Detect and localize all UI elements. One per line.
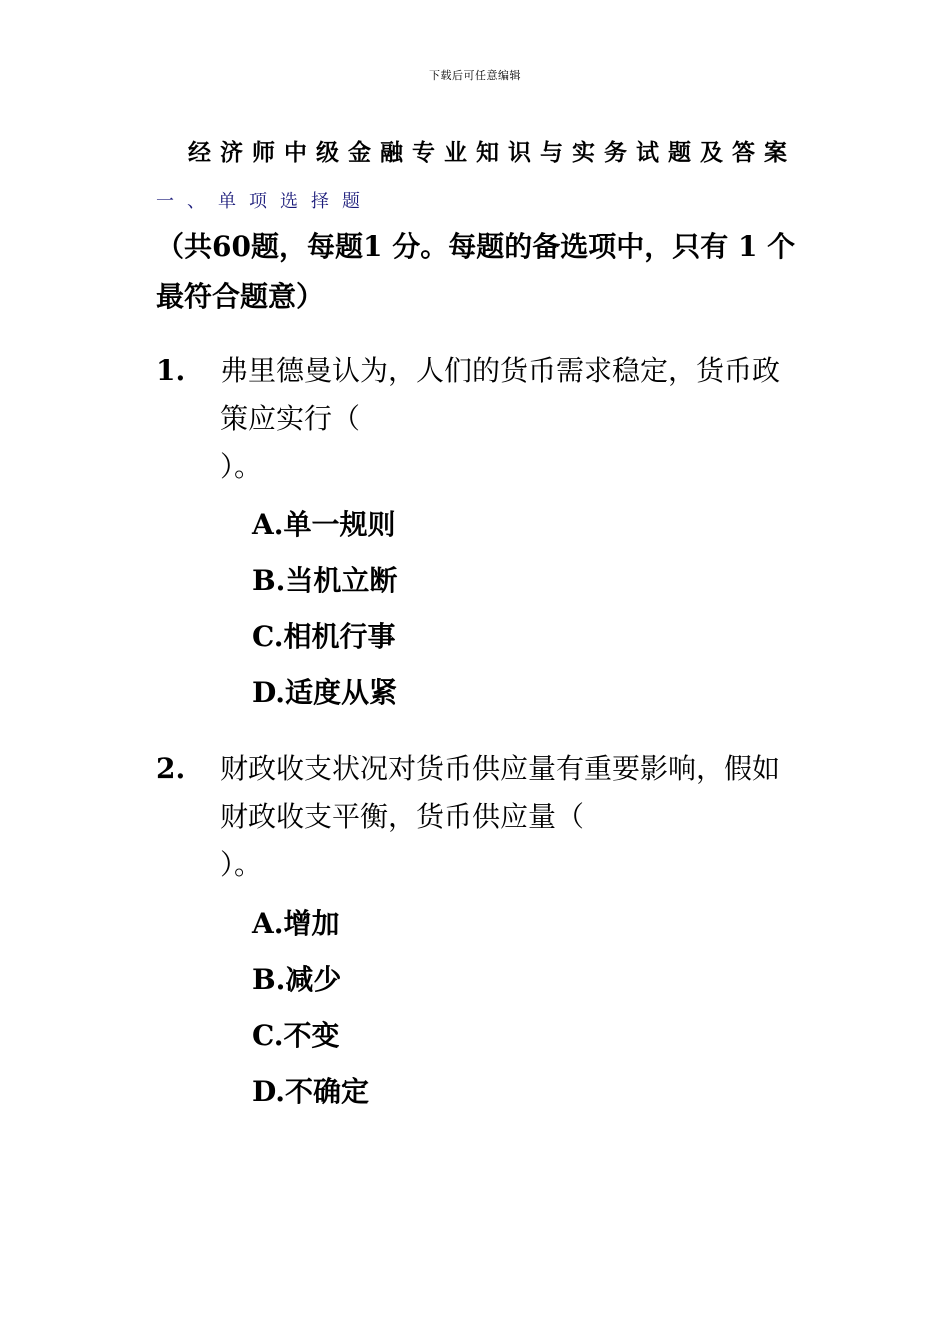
option-b xyxy=(252,553,397,609)
instruction-text: （共60题，每题1 分。每题的备选项中，只有 1 个最符合题意） xyxy=(156,230,796,313)
option-letter: D. xyxy=(252,676,286,709)
option-letter: A. xyxy=(252,907,284,940)
option-b xyxy=(252,952,369,1008)
option-c xyxy=(252,609,397,665)
option-letter: D. xyxy=(252,1075,286,1108)
option-text: 增加 xyxy=(283,907,340,940)
question-text xyxy=(220,745,806,889)
question-stem: 财政收支状况对货币供应量有重要影响，假如财政收支平衡，货币供应量（ xyxy=(220,752,781,833)
option-list xyxy=(252,497,397,721)
option-letter: B. xyxy=(252,564,286,597)
section-heading: 一、单项选择题 xyxy=(156,191,373,212)
option-a xyxy=(252,497,397,553)
option-text: 不确定 xyxy=(285,1075,370,1108)
question-closing: ）。 xyxy=(220,848,263,881)
question-stem: 弗里德曼认为，人们的货币需求稳定，货币政策应实行（ xyxy=(220,354,781,435)
header-note: 下载后可任意编辑 xyxy=(429,69,521,82)
question-number: 1. xyxy=(156,354,186,387)
option-c xyxy=(252,1008,369,1064)
option-letter: C. xyxy=(252,620,284,653)
option-d xyxy=(252,1064,369,1120)
page-title: 经济师中级金融专业知识与实务试题及答案 xyxy=(188,140,796,166)
option-list xyxy=(252,896,369,1120)
option-text: 减少 xyxy=(285,963,342,996)
option-d xyxy=(252,665,397,721)
option-a xyxy=(252,896,369,952)
option-text: 适度从紧 xyxy=(285,676,398,709)
option-text: 相机行事 xyxy=(283,620,396,653)
option-text: 当机立断 xyxy=(285,564,398,597)
option-letter: A. xyxy=(252,508,284,541)
question-closing: ）。 xyxy=(220,450,263,483)
option-letter: B. xyxy=(252,963,286,996)
question-number: 2. xyxy=(156,752,186,785)
option-text: 不变 xyxy=(283,1019,340,1052)
question-text xyxy=(220,347,806,491)
option-text: 单一规则 xyxy=(283,508,396,541)
option-letter: C. xyxy=(252,1019,284,1052)
